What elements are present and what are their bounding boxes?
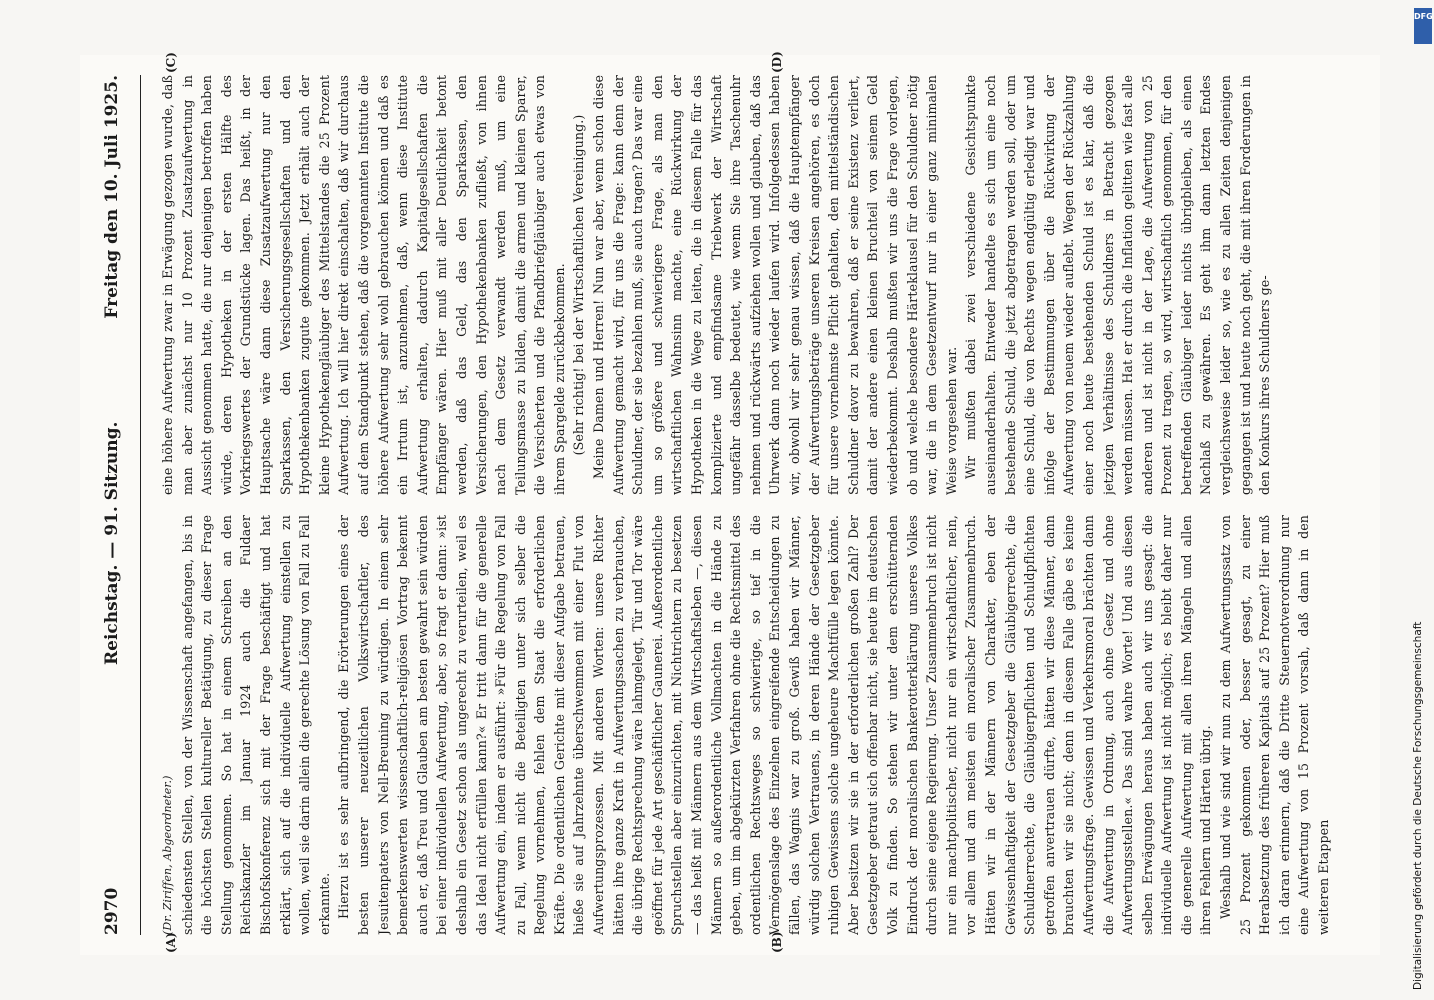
margin-mark-a: (A)	[164, 932, 178, 953]
date-header: Freitag den 10. Juli 1925.	[102, 75, 122, 319]
right-paragraph: Wir mußten dabei zwei verschiedene Gesichtspunkte auseinanderhalten. Entweder handelte es sich um eine noch bestehende Schuld, die jetzt abgetragen werden soll, oder um eine Schuld, die von Rechts wegen endgültig erledigt war und infolge der Bestimmungen über die Rückwirkung der Aufwertung von neuem wieder auflebt. Wegen der Rückzahlung einer noch heute bestehenden Schuld ist es klar, daß die jetzigen Verhältnisse des Schuldners in Betracht gezogen werden müssen. Hat er durch die Inflation gelitten wie fast alle anderen und ist nicht in der Lage, die Aufwertung von 25 Prozent zu tragen, so wird, wirtschaftlich genommen, für den betreffenden Gläubiger leider nichts übrigbleiben, als einen Nachlaß zu gewähren. Es geht ihm dann letzten Endes vergleichsweise leider so, wie es zu allen Zeiten denjenigen gegangen ist und heute noch geht, die mit ihren Forderungen in den Konkurs ihres Schuldners ge-	[963, 75, 1273, 495]
digitization-note: Digitalisierung gefördert durch die Deutsche Forschungsgemeinschaft	[1412, 621, 1424, 990]
right-paragraph: Meine Damen und Herren! Nun war aber, wenn schon diese Aufwertung gemacht wird, für uns die Frage: kann denn der Schuldner, der sie bezahlen muß, sie auch tragen? Das war eine um so größere und schwierigere Frage, als man den wirtschaftlichen Wahnsinn machte, eine Rückwirkung der Hypotheken in die Wege zu leiten, die in diesem Falle für das komplizierte und empfindsame Triebwerk der Wirtschaft ungefähr dasselbe bedeutet, wie wenn Sie ihre Taschenuhr nehmen und rückwärts aufziehen wollen und glauben, daß das Uhrwerk dann noch wieder laufen wird. Infolgedessen haben wir, obwohl wir sehr genau wissen, daß die Hauptempfänger der Aufwertungsbeträge unseren Kreisen angehören, es doch für unsere vornehmste Pflicht gehalten, den mittelständischen Schuldner davor zu bewahren, daß er seine Existenz verliert, damit der andere einen kleinen Bruchteil von seinem Geld wiederbekommt. Deshalb mußten wir uns die Frage vorlegen, ob und welche besondere Härteklausel für den Schuldner nötig war, die in dem Gesetzentwurf nur in einer ganz minimalen Weise vorgesehen war.	[591, 75, 959, 495]
rotated-page	[80, 51, 1380, 955]
speaker-note: (Dr. Ziriffen, Abgeordneter.)	[161, 775, 174, 935]
margin-mark-b: (B)	[770, 931, 784, 953]
margin-mark-d: (D)	[770, 51, 784, 73]
digitization-strip	[1410, 0, 1434, 1000]
interjection: (Sehr richtig! bei der Wirtschaftlichen Vereinigung.)	[571, 114, 587, 456]
dfg-logo: DFG	[1414, 8, 1432, 44]
left-paragraph: Hierzu ist es sehr aufbringend, die Erörterungen eines der besten unserer neuzeitlichen Volkswirtschaftler, des Jesuitenpaters von Nell-Breuning zu würdigen. In einem sehr bemerkenswerten wissenschaftlich-religiösen Vortrag bekennt auch er, daß Treu und Glauben am besten gewahrt sein würden bei einer individuellen Aufwertung, aber, so fragt er dann: »ist deshalb ein Gesetz schon als ungerecht zu verurteilen, weil es das Ideal nicht erfüllen kann?« Er tritt dann für die generelle Aufwertung ein, indem er ausführt: »Für die Regelung von Fall zu Fall, wenn nicht die Beteiligten unter sich selber die Regelung vornehmen, fehlen dem Staat die erforderlichen Kräfte. Die ordentlichen Gerichte mit dieser Aufgabe betrauen, hieße sie auf Jahrzehnte überschwemmen mit einer Flut von Aufwertungsprozessen. Mit anderen Worten: unsere Richter hätten ihre ganze Kraft in Aufwertungssachen zu verbrauchen, die übrige Rechtsprechung wäre lahmgelegt, Tür und Tor wäre geöffnet für jede Art geschäftlicher Gaunerei. Außerordentliche Spruchstellen aber einzurichten, mit Nichtrichtern zu besetzen — das heißt mit Männern aus dem Wirtschaftsleben —, diesen Männern so außerordentliche Vollmachten in die Hände zu geben, um im abgekürzten Verfahren ohne die Rechtsmittel des ordentlichen Rechtsweges so schwierige, so tief in die Vermögenslage des Einzelnen eingreifende Entscheidungen zu fällen, das Wagnis war zu groß. Gewiß haben wir Männer, würdig solchen Vertrauens, in deren Hände der Gesetzgeber ruhigen Gewissens solche ungeheure Machtfülle legen könnte. Aber besitzen wir sie in der erforderlichen großen Zahl? Der Gesetzgeber getraut sich offenbar nicht, sie heute im deutschen Volk zu finden. So stehen wir unter dem erschütternden Eindruck der moralischen Bankerotterklärung unseres Volkes durch seine eigene Regierung. Unser Zusammenbruch ist nicht nur ein machtpolitischer, nicht nur ein wirtschaftlicher, nein, vor allem und am meisten ein moralischer Zusammenbruch. Hätten wir in der Männern von Charakter, eben der Gewissenhaftigkeit der Gesetzgeber die Gläubigerrechte, die Schuldnerrechte, die Gläubigerpflichten und Schuldpflichten getroffen anvertrauen dürfte, hätten wir diese Männer, dann brauchten wir sie nicht; denn in diesem Falle gäbe es keine Aufwertungsfrage. Gewissen und Verkehrsmoral brächten dann die Aufwertung in Ordnung, auch ohne Gesetz und ohne Aufwertungsstellen.« Das sind wahre Worte! Und aus diesen selben Erwägungen heraus haben auch wir uns gesagt: die individuelle Aufwertung ist nicht möglich; es bleibt daher nur die generelle Aufwertung mit allen ihren Mängeln und allen ihren Fehlern und Härten übrig.	[336, 515, 1214, 935]
page-number: 2970	[102, 887, 122, 935]
right-column	[158, 75, 1358, 495]
margin-mark-c: (C)	[164, 52, 178, 73]
header-rule	[140, 75, 141, 935]
session-title: Reichstag. — 91. Sitzung.	[102, 421, 122, 665]
right-paragraph: eine höhere Aufwertung zwar in Erwägung gezogen wurde, daß man aber zunächst nur 10 Prozent Zusatzaufwertung in Aussicht genommen hatte, die nur denjenigen betroffen haben würde, deren Hypotheken in der ersten Hälfte des Vorkriegswertes der Grundstücke lagen. Das heißt, in der Hauptsache wäre dann diese Zusatzaufwertung nur den Sparkassen, den Versicherungsgesellschaften und den Hypothekenbanken zugute gekommen. Jetzt erhält auch der kleine Hypothekengläubiger des Mittelstandes die 25 Prozent Aufwertung. Ich will hier direkt einschalten, daß wir durchaus auf dem Standpunkt stehen, daß die vorgenannten Institute die höhere Aufwertung sehr wohl gebrauchen können und daß es ein Irrtum ist, anzunehmen, daß, wenn diese Institute Aufwertung erhalten, dadurch Kapitalgesellschaften die Empfänger wären. Hier muß mit aller Deutlichkeit betont werden, daß das Geld, das den Sparkassen, den Versicherungen, den Hypothekenbanken zufließt, von ihnen nach dem Gesetz verwandt werden muß, um eine Teilungsmasse zu bilden, damit die armen und kleinen Sparer, die Versicherten und die Pfandbriefgläubiger auch etwas von ihrem Spargelde zurückbekommen.	[160, 75, 567, 495]
left-column	[158, 515, 1358, 935]
left-paragraph: Weshalb und wie sind wir nun zu dem Aufwertungssatz von 25 Prozent gekommen oder, besser gesagt, zu einer Herabsetzung des früheren Kapitals auf 25 Prozent? Hier muß ich daran erinnern, daß die Dritte Steuernotverordnung nur eine Aufwertung von 15 Prozent vorsah, daß dann in den weiteren Etappen	[1218, 515, 1332, 935]
left-paragraph: schiedensten Stellen, von der Wissenschaft angefangen, bis in die höchsten Stellen kultureller Betätigung, zu dieser Frage Stellung genommen. So hat in einem Schreiben an den Reichskanzler im Januar 1924 auch die Fuldaer Bischofskonferenz sich mit der Frage beschäftigt und hat erklärt, sich auf die individuelle Aufwertung einstellen zu wollen, weil sie darin allein die gerechte Lösung von Fall zu Fall erkannte.	[179, 515, 332, 935]
